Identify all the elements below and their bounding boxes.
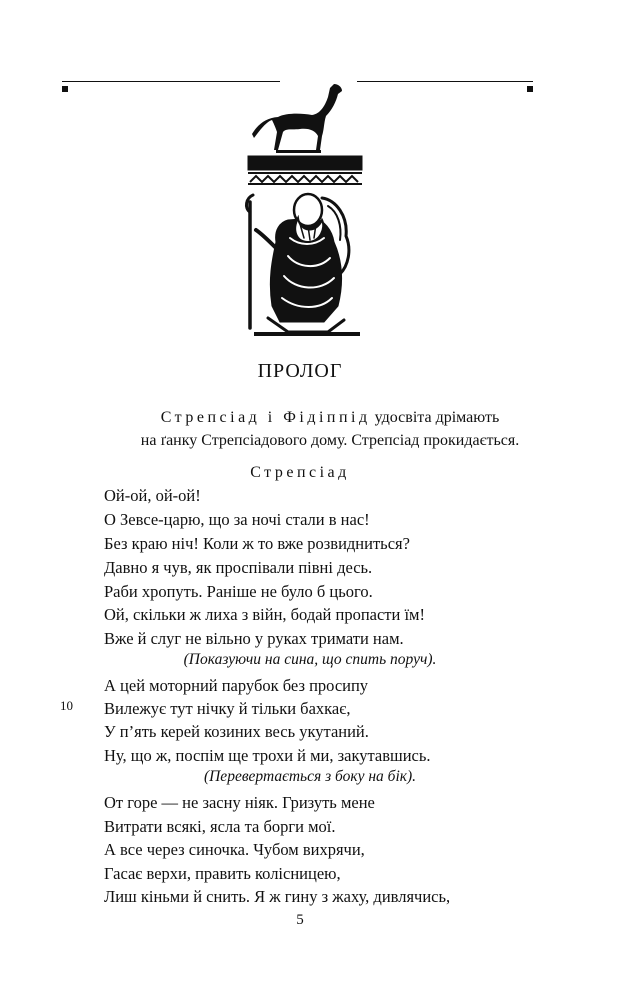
header-square-right [527, 86, 533, 92]
verse-line: Вже й слуг не вільно у руках тримати нам. [104, 629, 404, 648]
verse-line: Вилежує тут нічку й тільки бахкає, [104, 699, 351, 718]
verse-line: У п’ять керей козиних весь укутаний. [104, 722, 369, 741]
verse-line: А все через синочка. Чубом вихрячи, [104, 840, 365, 859]
stage-direction [70, 406, 590, 452]
verse-line: Давно я чув, як проспівали півні десь. [104, 558, 373, 577]
verse-line: Раби хропуть. Раніше не було б цього. [104, 582, 373, 601]
stage-direction-text: удосвіта дрімають [374, 409, 500, 426]
stage-remark: (Показуючи на сина, що спить поруч). [183, 651, 437, 668]
verse-line: Гасає верхи, править колісницею, [104, 864, 341, 883]
verse-line: А цей моторний парубок без просипу [104, 676, 369, 695]
vignette-illustration [228, 70, 368, 340]
character-names: Стрепсіад і Фідіппід [160, 409, 371, 426]
verse-line: Ой, скільки ж лиха з війн, бодай пропасти їм! [104, 605, 425, 624]
verse-line: Лиш кіньми й снить. Я ж гину з жаху, дивлячись, [104, 887, 451, 906]
page-title: ПРОЛОГ [257, 360, 343, 382]
stage-direction-line-2: на ґанку Стрепсіадового дому. Стрепсіад прокидається. [140, 432, 520, 449]
speaker-name: Стрепсіад [250, 464, 350, 481]
line-number: 10 [60, 698, 73, 713]
old-man-figure [246, 194, 360, 336]
verse-line: Без краю ніч! Коли ж то вже розвидниться? [104, 534, 410, 553]
verse-line: О Зевсе-царю, що за ночі стали в нас! [104, 510, 370, 529]
stage-remark: (Перевертається з боку на бік). [203, 768, 417, 785]
horse-icon [252, 84, 342, 153]
stage-direction-line-1 [70, 406, 590, 429]
frieze-band [248, 156, 362, 184]
verse-line: От горе — не засну ніяк. Гризуть мене [104, 793, 375, 812]
verse-line: Ой-ой, ой-ой! [104, 486, 201, 505]
header-square-left [62, 86, 68, 92]
verse-line: Витрати всякі, ясла та борги мої. [104, 817, 336, 836]
page-number: 5 [296, 912, 304, 928]
header-rule-right [357, 81, 533, 82]
verse-line: Ну, що ж, поспім ще трохи й ми, закутавшись. [104, 746, 431, 765]
